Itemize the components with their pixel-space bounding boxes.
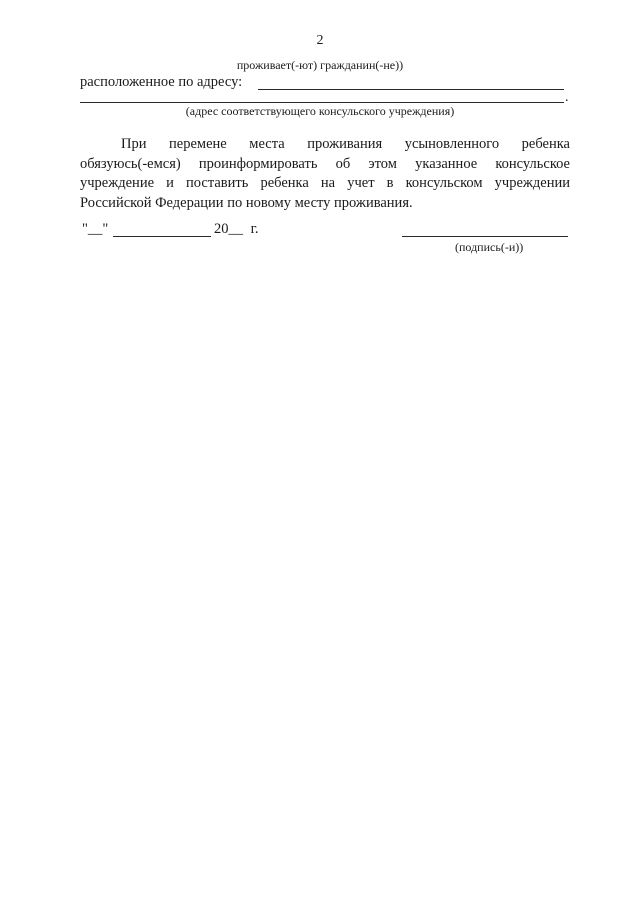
signature-caption: (подпись(-и)) [455, 240, 524, 254]
date-year-prefix: 20 [214, 221, 229, 237]
obligation-paragraph [80, 135, 570, 213]
paragraph-line: Российской Федерации по новому месту проживания. [80, 194, 413, 211]
paragraph-line: учреждение и поставить ребенка на учет в консульском учреждении [80, 175, 570, 191]
resident-caption: проживает(-ют) гражданин(-не)) [236, 58, 404, 72]
consulate-address-caption: (адрес соответствующего консульского учреждения) [185, 104, 455, 118]
address-blank-1[interactable] [258, 89, 564, 90]
date-row [82, 221, 108, 238]
paragraph-line: обязуюсь(-емся) проинформировать об этом указанное консульское [80, 155, 570, 172]
address-row [80, 74, 242, 91]
date-year-blank[interactable]: __ [228, 221, 243, 237]
page-number: 2 [316, 33, 324, 48]
address-end-period: . [565, 90, 569, 105]
address-label: расположенное по адресу: [80, 74, 243, 90]
date-quote-open: " [82, 221, 88, 237]
date-month-blank[interactable] [113, 236, 211, 237]
date-year-suffix: г. [250, 221, 259, 237]
signature-blank[interactable] [402, 236, 568, 237]
date-quote-close: " [102, 221, 109, 237]
paragraph-line: При перемене места проживания усыновленного ребенка [121, 136, 570, 152]
date-day-blank[interactable]: __ [87, 221, 103, 237]
date-year [214, 221, 259, 238]
address-blank-2[interactable] [80, 102, 564, 103]
